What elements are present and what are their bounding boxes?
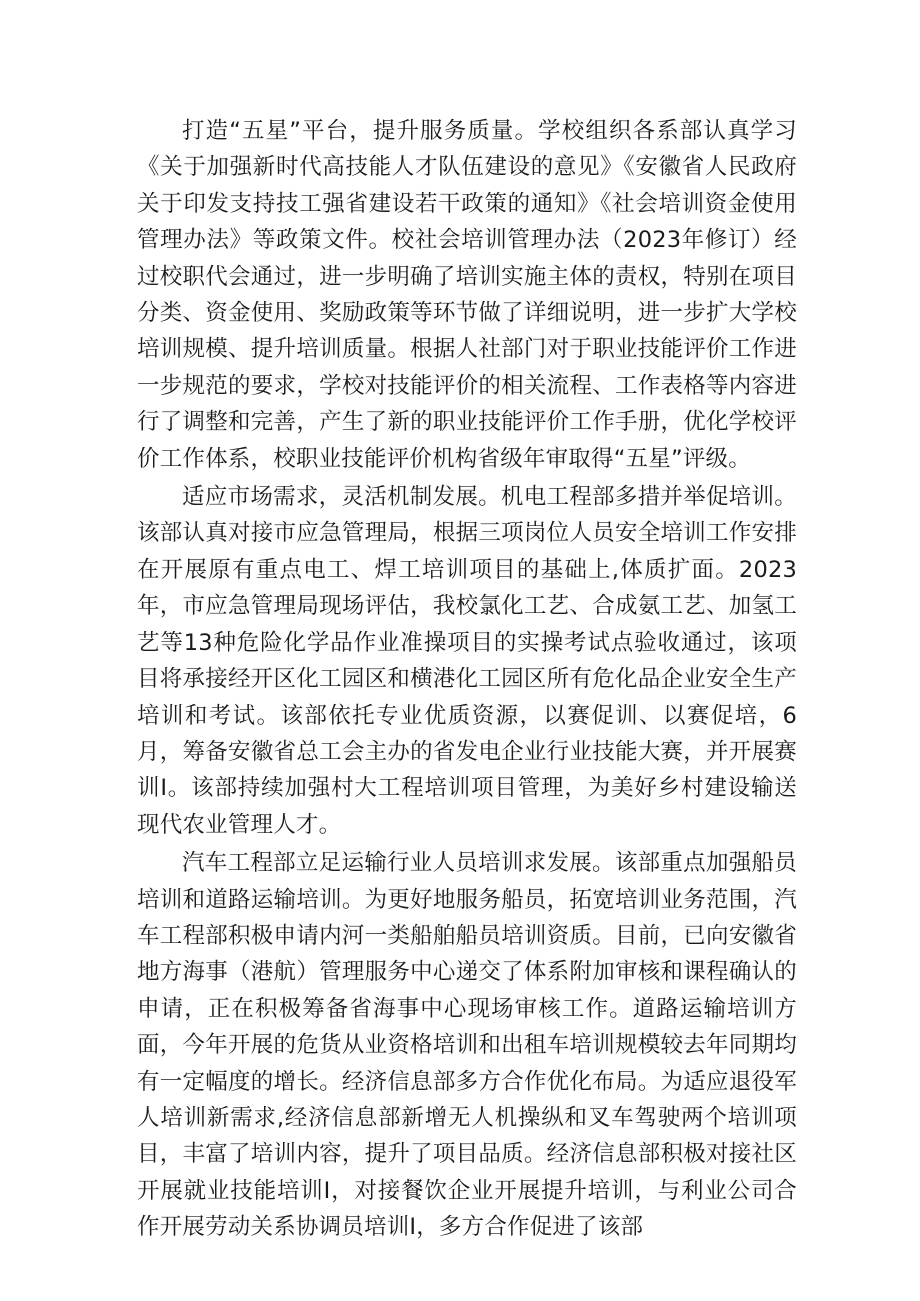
- paragraph-market-demand: 适应市场需求，灵活机制发展。机电工程部多措并举促培训。该部认真对接市应急管理局，根据三项岗位人员安全培训工作安排在开展原有重点电工、焊工培训项目的基础上,体质扩面。2023年，市应急管理局现场评估，我校氯化工艺、合成氨工艺、加氢工艺等13种危险化学品作业准操项目的实操考试点验收通过，该项目将承接经开区化工园区和横港化工园区所有危化品企业安全生产培训和考试。该部依托专业优质资源，以赛促训、以赛促培，6月，筹备安徽省总工会主办的省发电企业行业技能大赛，并开展赛训I。该部持续加强村大工程培训项目管理，为美好乡村建设输送现代农业管理人才。: [137, 484, 797, 838]
- paragraph-automotive-engineering: 汽车工程部立足运输行业人员培训求发展。该部重点加强船员培训和道路运输培训。为更好地服务船员，拓宽培训业务范围，汽车工程部积极申请内河一类船舶船员培训资质。目前，已向安徽省地方海事（港航）管理服务中心递交了体系附加审核和课程确认的申请，正在积极筹备省海事中心现场审核工作。道路运输培训方面，今年开展的危货从业资格培训和出租车培训规模较去年同期均有一定幅度的增长。经济信息部多方合作优化布局。为适应退役军人培训新需求,经济信息部新增无人机操纵和叉车驾驶两个培训项目，丰富了培训内容，提升了项目品质。经济信息部积极对接社区开展就业技能培训I，对接餐饮企业开展提升培训，与利业公司合作开展劳动关系协调员培训I，多方合作促进了该部: [137, 850, 797, 1241]
- document-body: [137, 113, 797, 1248]
- paragraph-five-star-platform: 打造“五星”平台，提升服务质量。学校组织各系部认真学习《关于加强新时代高技能人才队伍建设的意见》《安徽省人民政府关于印发支持技工强省建设若干政策的通知》《社会培训资金使用管理办法》等政策文件。校社会培训管理办法（2023年修订）经过校职代会通过，进一步明确了培训实施主体的责权，特别在项目分类、资金使用、奖励政策等环节做了详细说明，进一步扩大学校培训规模、提升培训质量。根据人社部门对于职业技能评价工作进一步规范的要求，学校对技能评价的相关流程、工作表格等内容进行了调整和完善，产生了新的职业技能评价工作手册，优化学校评价工作体系，校职业技能评价机构省级年审取得“五星”评级。: [137, 118, 797, 472]
